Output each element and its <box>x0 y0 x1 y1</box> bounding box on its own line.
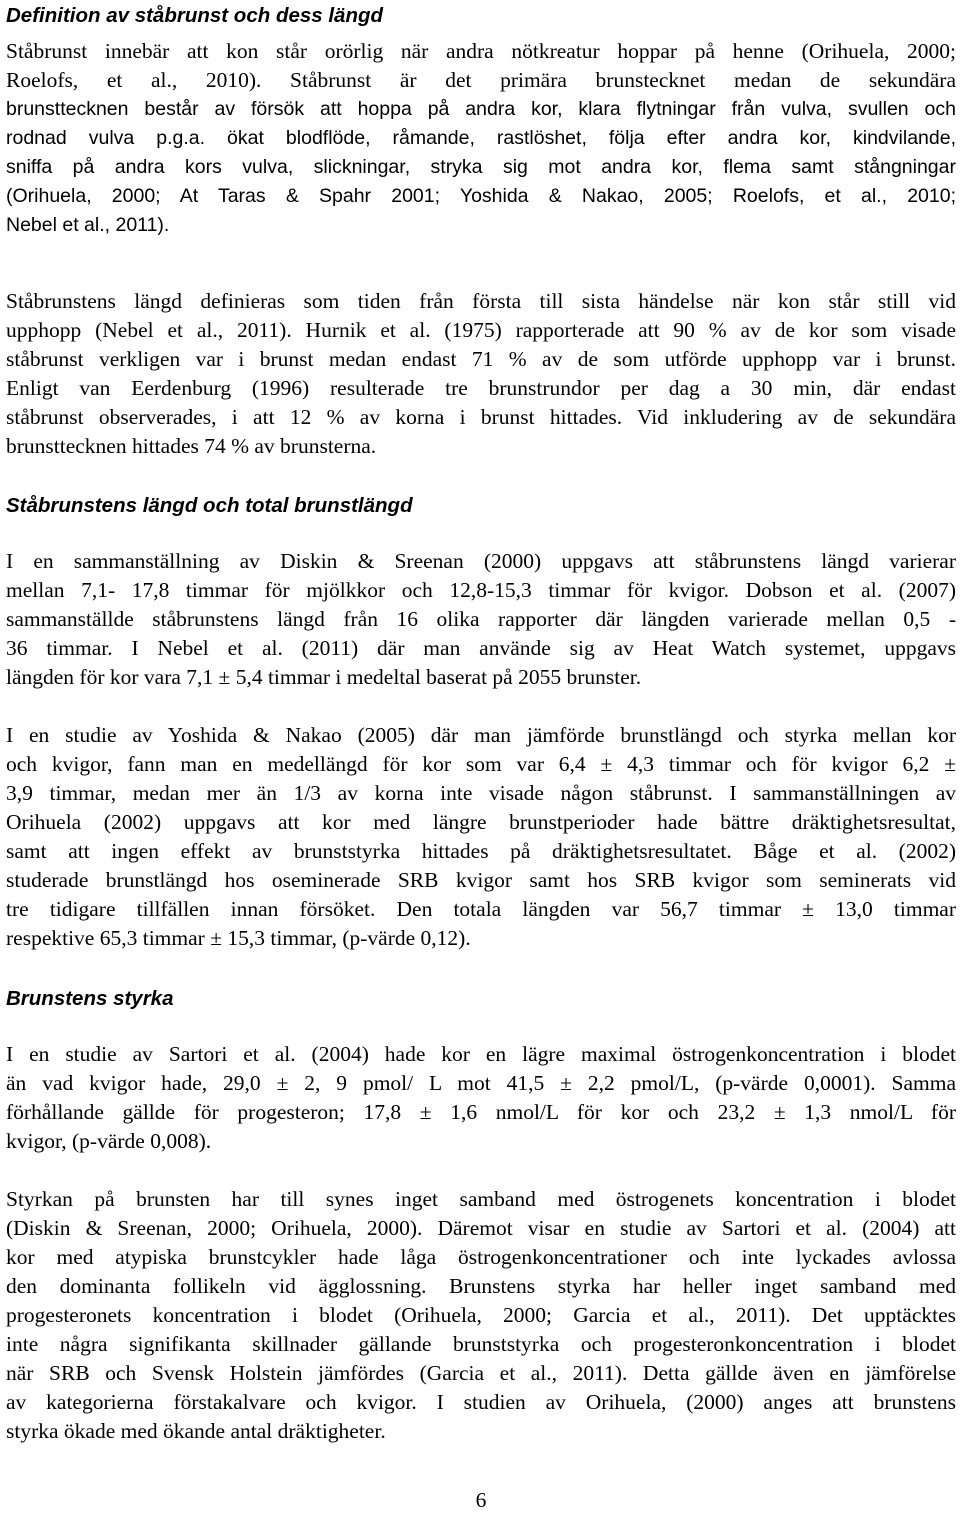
text-line: av kategorierna förstakalvare och kvigor. I studien av Orihuela, (2000) anges att brunstens <box>6 1390 956 1414</box>
text-line: inte några signifikanta skillnader gällande brunststyrka och progesteronkoncentration i blodet <box>6 1332 956 1356</box>
text-line: 36 timmar. I Nebel et al. (2011) där man använde sig av Heat Watch systemet, uppgavs <box>6 636 956 660</box>
text-line: I en studie av Sartori et al. (2004) hade kor en lägre maximal östrogenkoncentration i blodet <box>6 1042 956 1066</box>
text-line: Ståbrunst innebär att kon står orörlig när andra nötkreatur hoppar på henne (Orihuela, 2000; <box>6 39 956 63</box>
text-line: respektive 65,3 timmar ± 15,3 timmar, (p-värde 0,12). <box>6 926 471 950</box>
text-line: 3,9 timmar, medan mer än 1/3 av korna inte visade någon ståbrunst. I sammanställningen av <box>6 781 956 805</box>
text-line: Styrkan på brunsten har till synes inget samband med östrogenets koncentration i blodet <box>6 1187 956 1211</box>
text-line: (Orihuela, 2000; At Taras & Spahr 2001; Yoshida & Nakao, 2005; Roelofs, et al., 2010; <box>6 185 956 207</box>
text-line: tre tidigare tillfällen innan försöket. Den totala längden var 56,7 timmar ± 13,0 timmar <box>6 897 956 921</box>
text-line: (Diskin & Sreenan, 2000; Orihuela, 2000). Däremot visar en studie av Sartori et al. (2004) att <box>6 1216 956 1240</box>
text-line: kor med atypiska brunstcykler hade låga östrogenkoncentrationer och inte lyckades avlossa <box>6 1245 956 1269</box>
text-line: progesteronets koncentration i blodet (Orihuela, 2000; Garcia et al., 2011). Det upptäcktes <box>6 1303 956 1327</box>
paragraph-compilation <box>6 547 956 692</box>
text-line: sammanställde ståbrunstens längd från 16 olika rapporter där längden varierade mellan 0,5 - <box>6 607 956 631</box>
text-line: brunsttecknen hittades 74 % av brunsterna. <box>6 434 377 458</box>
text-line: upphopp (Nebel et al., 2011). Hurnik et al. (1975) rapporterade att 90 % av de kor som visade <box>6 318 956 342</box>
text-line: ståbrunst observerades, i att 12 % av korna i brunst hittades. Vid inkludering av de sekundära <box>6 405 956 429</box>
text-line: I en studie av Yoshida & Nakao (2005) där man jämförde brunstlängd och styrka mellan kor <box>6 723 956 747</box>
text-line: och kvigor, fann man en medellängd för kor som var 6,4 ± 4,3 timmar och för kvigor 6,2 ± <box>6 752 956 776</box>
text-line: Roelofs, et al., 2010). Ståbrunst är det primära brunstecknet medan de sekundära <box>6 68 956 92</box>
text-line: mellan 7,1- 17,8 timmar för mjölkkor och 12,8-15,3 timmar för kvigor. Dobson et al. (2007) <box>6 578 956 602</box>
section-heading-definition: Definition av ståbrunst och dess längd <box>6 4 384 27</box>
paragraph-yoshida-study <box>6 721 956 953</box>
text-line: förhållande gällde för progesteron; 17,8 ± 1,6 nmol/L för kor och 23,2 ± 1,3 nmol/L för <box>6 1100 956 1124</box>
text-line: studerade brunstlängd hos oseminerade SRB kvigor samt hos SRB kvigor som seminerats vid <box>6 868 956 892</box>
text-line: brunsttecknen består av försök att hoppa på andra kor, klara flytningar från vulva, svullen och <box>6 98 956 120</box>
paragraph-standing-heat-length <box>6 287 956 461</box>
text-line: när SRB och Svensk Holstein jämfördes (Garcia et al., 2011). Detta gällde även en jämförelse <box>6 1361 956 1385</box>
text-line: än vad kvigor hade, 29,0 ± 2, 9 pmol/ L mot 41,5 ± 2,2 pmol/L, (p-värde 0,0001). Samma <box>6 1071 956 1095</box>
text-line: Ståbrunstens längd definieras som tiden från första till sista händelse när kon står still vid <box>6 289 956 313</box>
text-line: Orihuela (2002) uppgavs att kor med längre brunstperioder hade bättre dräktighetsresultat, <box>6 810 956 834</box>
page-number: 6 <box>475 1488 487 1512</box>
paragraph-sartori-study <box>6 1040 956 1156</box>
text-line: kvigor, (p-värde 0,008). <box>6 1129 212 1153</box>
paragraph-definition <box>6 37 956 240</box>
text-line: rodnad vulva p.g.a. ökat blodflöde, råmande, rastlöshet, följa efter andra kor, kindvilande, <box>6 127 956 149</box>
section-heading-total-length: Ståbrunstens längd och total brunstlängd <box>6 494 413 517</box>
section-heading-heat-intensity: Brunstens styrka <box>6 987 174 1010</box>
text-line: den dominanta follikeln vid ägglossning. Brunstens styrka har heller inget samband med <box>6 1274 956 1298</box>
text-line: samt att ingen effekt av brunststyrka hittades på dräktighetsresultatet. Båge et al. (2002) <box>6 839 956 863</box>
text-line: längden för kor vara 7,1 ± 5,4 timmar i medeltal baserat på 2055 brunster. <box>6 665 642 689</box>
text-line: Nebel et al., 2011). <box>6 214 170 236</box>
text-line: sniffa på andra kors vulva, slickningar, stryka sig mot andra kor, flema samt stångningar <box>6 156 956 178</box>
text-line: ståbrunst verkligen var i brunst medan endast 71 % av de som utförde upphopp var i brunst. <box>6 347 956 371</box>
paragraph-heat-intensity <box>6 1185 956 1446</box>
text-line: Enligt van Eerdenburg (1996) resulterade tre brunstrundor per dag a 30 min, där endast <box>6 376 956 400</box>
text-line: styrka ökade med ökande antal dräktigheter. <box>6 1419 386 1443</box>
text-line: I en sammanställning av Diskin & Sreenan (2000) uppgavs att ståbrunstens längd varierar <box>6 549 956 573</box>
